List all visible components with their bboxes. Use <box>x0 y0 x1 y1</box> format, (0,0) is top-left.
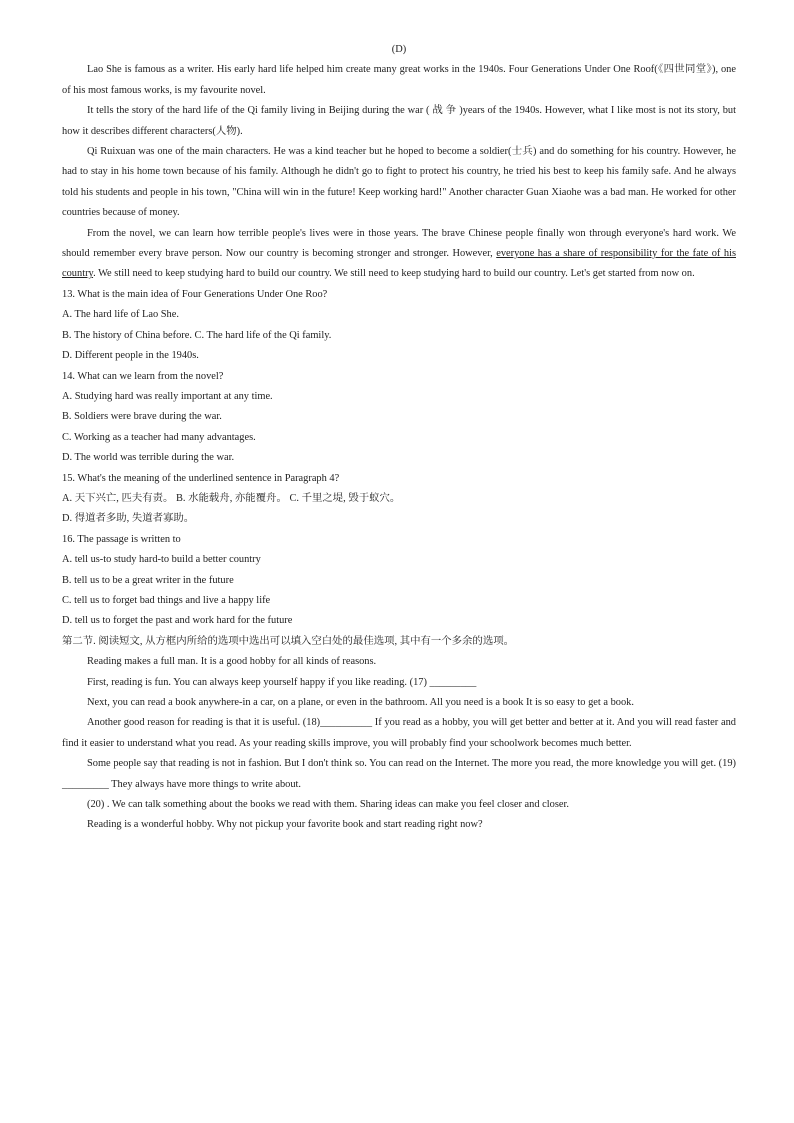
reading-paragraph-2: First, reading is fun. You can always keep yourself happy if you like reading. (17) _________ <box>87 676 477 688</box>
question-15-option-d: D. 得道者多助, 失道者寡助。 <box>62 513 195 525</box>
paragraph-4-text-start: From the novel, we can learn how terrible people's lives were in those years. The brave Chinese people finally won through everyone's hard work. We should remember every brave person. Now our country is becoming stronger and stronger. However, <box>62 227 736 260</box>
question-15: 15. What's the meaning of the underlined sentence in Paragraph 4? <box>62 472 340 484</box>
question-13-option-d: D. Different people in the 1940s. <box>62 350 199 362</box>
questions <box>62 285 736 632</box>
passage-d <box>62 60 736 284</box>
passage-paragraph-4 <box>62 224 736 285</box>
passage-paragraph-3: Qi Ruixuan was one of the main characters. He was a kind teacher but he hoped to become a soldier(士兵) and do something for his country. However, he had to stay in his home town because of his family. Although he didn't go to fight to protect his country, he tried his best to keep his family safe. And he always told his students and people in his town, "China will win in the future! Keep working hard!" Another character Guan Xiaohe was a bad man. He worked for other countries because of money. <box>62 146 736 219</box>
section-2-heading: 第二节. 阅读短文, 从方框内所给的选项中选出可以填入空白处的最佳选项, 其中有一个多余的选项。 <box>62 635 514 647</box>
reading-paragraph-6: (20) . We can talk something about the books we read with them. Sharing ideas can make you feel closer and closer. <box>87 799 569 811</box>
question-14-option-b: B. Soldiers were brave during the war. <box>62 411 222 423</box>
reading-paragraph-4: Another good reason for reading is that it is useful. (18)__________ If you read as a hobby, you will get better and better at it. And you will read faster and find it easier to understand what you read. As your reading skills improve, you will probably find your schoolwork becomes much better. <box>62 717 736 749</box>
question-16-option-a: A. tell us-to study hard-to build a better country <box>62 554 261 566</box>
question-14-option-c: C. Working as a teacher had many advantages. <box>62 431 256 443</box>
passage-paragraph-1: Lao She is famous as a writer. His early hard life helped him create many great works in the 1940s. Four Generations Under One Roof(《四世同堂》), one of his most famous works, is my favourite novel. <box>62 64 736 96</box>
question-13-option-a: A. The hard life of Lao She. <box>62 309 179 321</box>
reading-paragraph-1: Reading makes a full man. It is a good hobby for all kinds of reasons. <box>87 656 377 668</box>
question-16: 16. The passage is written to <box>62 533 181 545</box>
question-14: 14. What can we learn from the novel? <box>62 370 224 382</box>
passage-paragraph-2: It tells the story of the hard life of the Qi family living in Beijing during the war ( 战 争 )years of the 1940s. However, what I like most is not its story, but how it describes different characters(人物). <box>62 105 736 137</box>
question-15-options-a-b-c: A. 天下兴亡, 匹夫有责。 B. 水能载舟, 亦能覆舟。 C. 千里之堤, 毁于蚁穴。 <box>62 492 401 504</box>
document-page <box>62 40 736 836</box>
question-16-option-c: C. tell us to forget bad things and live a happy life <box>62 594 271 606</box>
question-14-option-d: D. The world was terrible during the war. <box>62 452 235 464</box>
question-16-option-d: D. tell us to forget the past and work hard for the future <box>62 615 293 627</box>
question-13: 13. What is the main idea of Four Generations Under One Roo? <box>62 288 328 300</box>
question-14-option-a: A. Studying hard was really important at any time. <box>62 390 273 402</box>
underlined-sentence: everyone has a share of responsibility for the fate of his country <box>62 248 736 280</box>
question-16-option-b: B. tell us to be a great writer in the future <box>62 574 234 586</box>
reading-paragraph-3: Next, you can read a book anywhere-in a car, on a plane, or even in the bathroom. All you need is a book It is so easy to get a book. <box>87 697 634 708</box>
reading-paragraph-5: Some people say that reading is not in fashion. But I don't think so. You can read on the Internet. The more you read, the more knowledge you will get. (19) _________ They always have more things to write about. <box>62 758 736 790</box>
section-2 <box>62 632 736 836</box>
paragraph-4-text-end: . We still need to keep studying hard to build our country. We still need to keep studying hard to build our country. Let's get started from now on. <box>93 268 695 280</box>
question-13-options-b-c: B. The history of China before. C. The hard life of the Qi family. <box>62 329 332 341</box>
section-label: (D) <box>391 44 407 55</box>
reading-paragraph-7: Reading is a wonderful hobby. Why not pickup your favorite book and start reading right now? <box>87 819 483 831</box>
